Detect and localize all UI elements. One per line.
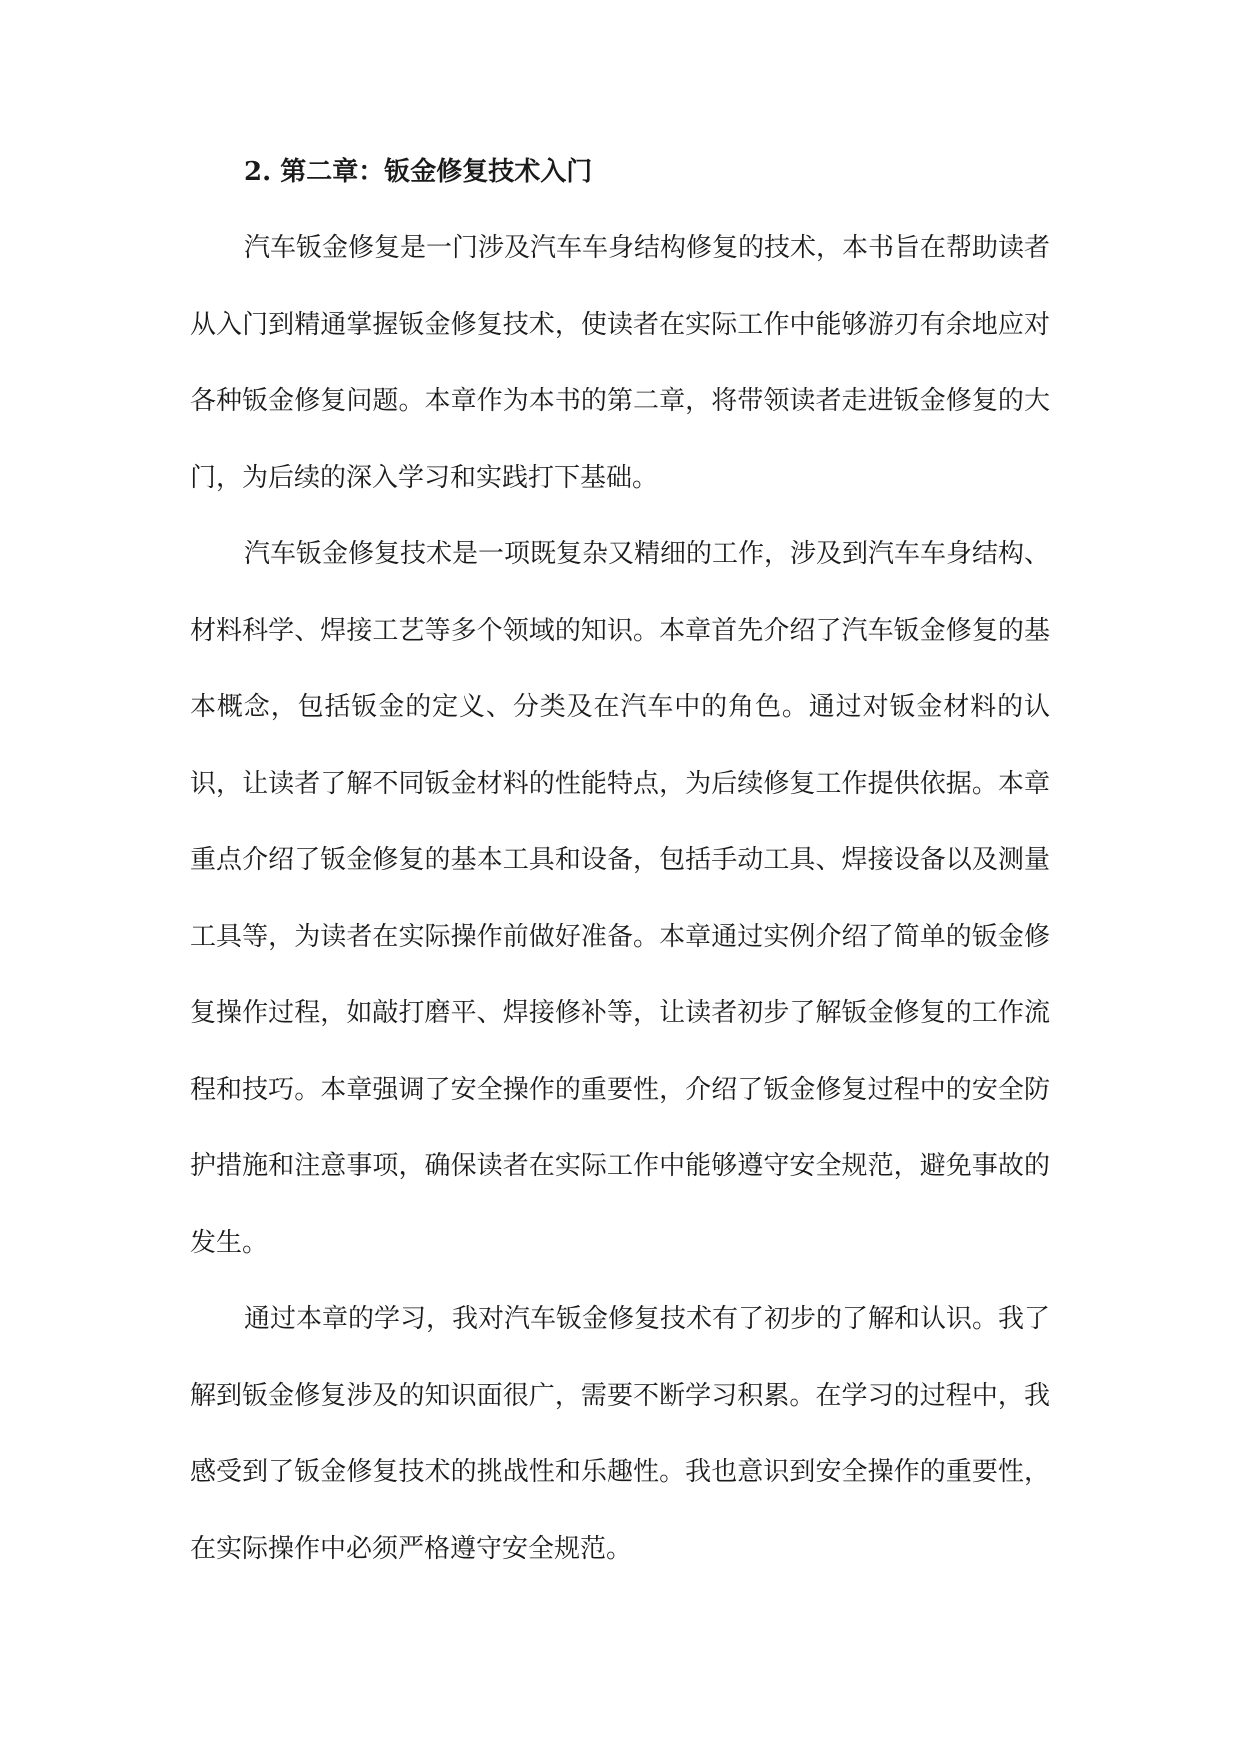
paragraph-reflection: 通过本章的学习，我对汽车钣金修复技术有了初步的了解和认识。我了解到钣金修复涉及的知识面很广，需要不断学习积累。在学习的过程中，我感受到了钣金修复技术的挑战性和乐趣性。我也意识到安全操作的重要性，在实际操作中必须严格遵守安全规范。 [190, 1304, 1051, 1564]
paragraph-overview: 汽车钣金修复技术是一项既复杂又精细的工作，涉及到汽车车身结构、材料科学、焊接工艺等多个领域的知识。本章首先介绍了汽车钣金修复的基本概念，包括钣金的定义、分类及在汽车中的角色。通过对钣金材料的认识，让读者了解不同钣金材料的性能特点，为后续修复工作提供依据。本章重点介绍了钣金修复的基本工具和设备，包括手动工具、焊接设备以及测量工具等，为读者在实际操作前做好准备。本章通过实例介绍了简单的钣金修复操作过程，如敲打磨平、焊接修补等，让读者初步了解钣金修复的工作流程和技巧。本章强调了安全操作的重要性，介绍了钣金修复过程中的安全防护措施和注意事项，确保读者在实际工作中能够遵守安全规范，避免事故的发生。 [190, 539, 1051, 1258]
chapter-heading: 2. 第二章：钣金修复技术入门 [244, 157, 593, 187]
document-page [190, 148, 1050, 1587]
paragraph-intro: 汽车钣金修复是一门涉及汽车车身结构修复的技术，本书旨在帮助读者从入门到精通掌握钣金修复技术，使读者在实际工作中能够游刃有余地应对各种钣金修复问题。本章作为本书的第二章，将带领读者走进钣金修复的大门，为后续的深入学习和实践打下基础。 [190, 233, 1051, 493]
